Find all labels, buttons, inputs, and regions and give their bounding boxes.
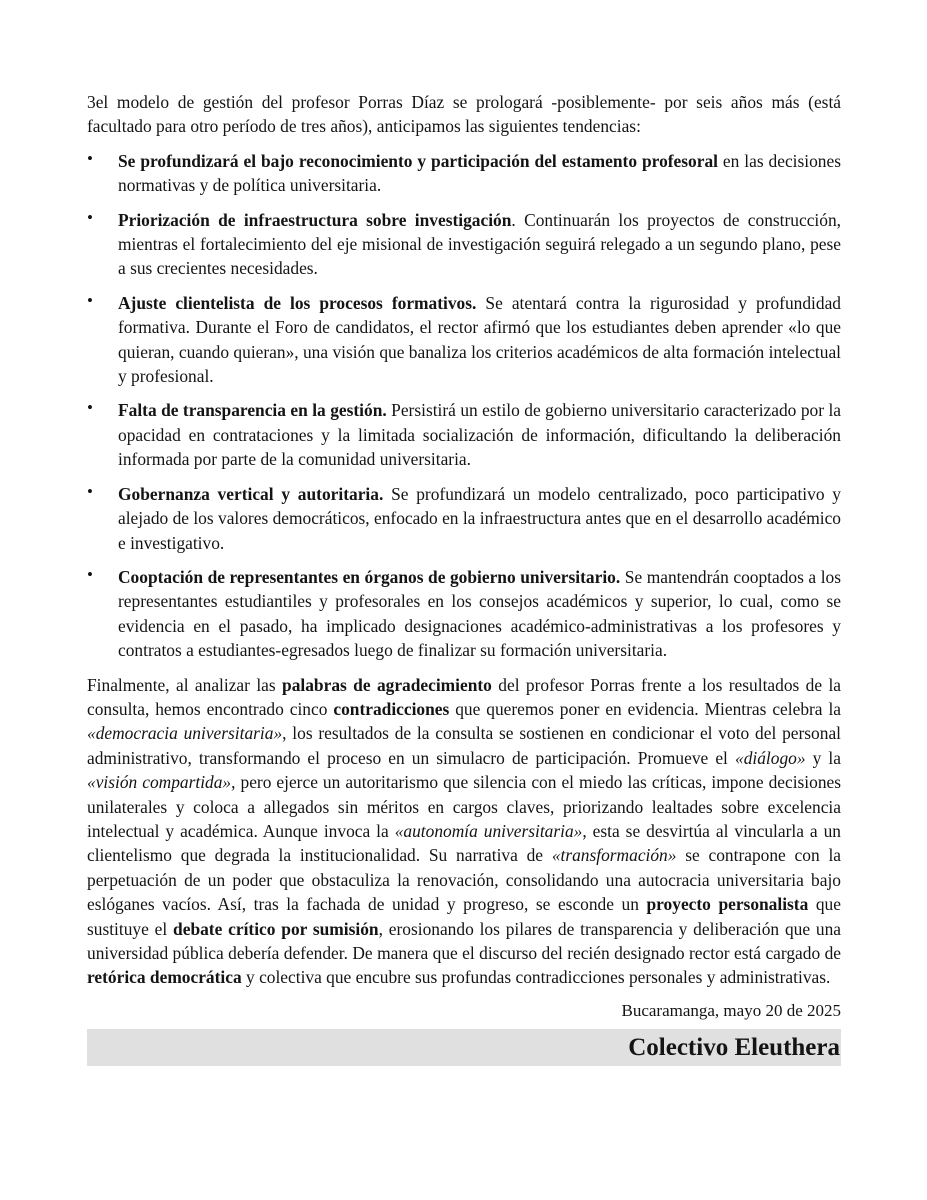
date-line: Bucaramanga, mayo 20 de 2025 [621,1000,841,1020]
closing-text: que sustituye el [87,894,841,939]
bullet-icon: • [87,398,93,418]
list-item-title: Ajuste clientelista de los procesos formativos. [118,292,477,313]
list-item-text: . Continuarán los proyectos de construcción, mientras el fortalecimiento del eje misional de investigación seguirá relegado a un segundo plano, pese a sus crecientes necesidades. [118,209,841,279]
closing-text: y la [805,747,841,768]
list-item-text: Persistirá un estilo de gobierno universitario caracterizado por la opacidad en contrataciones y la limitada socialización de información, dificultando la deliberación informada por parte de la comunidad universitaria. [118,400,841,470]
closing-text: y colectiva que encubre sus profundas contradicciones personales y administrativas. [241,967,831,988]
bullet-icon: • [87,481,93,501]
tendencies-list [87,149,841,663]
bullet-icon: • [87,207,93,227]
bullet-icon: • [87,290,93,310]
closing-quote: «democracia universitaria» [87,723,283,744]
list-item-text: en las decisiones normativas y de política universitaria. [118,150,841,196]
list-item-title: Se profundizará el bajo reconocimiento y participación del estamento profesoral [118,150,718,171]
list-item-text: Se mantendrán cooptados a los representantes estudiantiles y profesorales en los consejos académicos y superior, lo cual, como se evidencia en el pasado, ha implicado designaciones académico-administrativas a los profesores y contratos a estudiantes-egresados luego de finalizar su formación universitaria. [118,566,841,661]
closing-emphasis: proyecto personalista [646,894,809,915]
closing-text: Finalmente, al analizar las [87,674,283,695]
list-item-text: Se profundizará un modelo centralizado, poco participativo y alejado de los valores democráticos, enfocado en la infraestructura antes que en el desarrollo académico e investigativo. [118,483,841,553]
list-item [87,149,841,198]
signature-banner: Colectivo Eleuthera [87,1029,841,1066]
closing-quote: «visión compartida» [87,772,232,793]
list-item [87,208,841,281]
closing-text: del profesor Porras frente a los resultados de la consulta, hemos encontrado cinco [87,674,842,719]
closing-text: que queremos poner en evidencia. Mientras celebra la [449,698,842,719]
closing-emphasis: contradicciones [333,698,450,719]
document-body [87,90,841,1066]
list-item-title: Falta de transparencia en la gestión. [118,400,387,421]
closing-emphasis: debate crítico por sumisión [173,918,379,939]
closing-text: , esta se desvirtúa al vincularla a un clientelismo que degrada la institucionalidad. Su narrativa de [87,820,841,866]
closing-emphasis: palabras de agradecimiento [282,674,492,695]
list-item-title: Gobernanza vertical y autoritaria. [118,483,384,504]
bullet-icon: • [87,148,93,168]
list-item-text: Se atentará contra la rigurosidad y profundidad formativa. Durante el Foro de candidatos, el rector afirmó que los estudiantes deben aprender «lo que quieran, cuando quieran», una visión que banaliza los criterios académicos de alta formación intelectual y profesional. [118,292,841,387]
intro-paragraph: 3el modelo de gestión del profesor Porras Díaz se prologará -posiblemente- por seis años más (está facultado para otro período de tres años), anticipamos las siguientes tendencias: [87,92,841,137]
list-item [87,291,841,389]
list-item-title: Priorización de infraestructura sobre investigación [118,209,512,230]
closing-quote: «autonomía universitaria» [394,820,583,841]
closing-text: , pero ejerce un autoritarismo que silencia con el miedo las críticas, impone decisiones unilaterales y coloca a allegados sin méritos en cargos claves, priorizando lealtades sobre excelencia intelectual y académica. Aunque invoca la [87,772,842,841]
closing-emphasis: retórica democrática [87,967,242,988]
bullet-icon: • [87,564,93,584]
closing-quote: «transformación» [551,845,677,866]
closing-paragraph [87,673,841,990]
closing-text: se contrapone con la perpetuación de un poder que obstaculiza la renovación, consolidando una autocracia universitaria bajo eslóganes vacíos. Así, tras la fachada de unidad y progreso, se esconde un [87,845,841,915]
closing-text: , erosionando los pilares de transparencia y deliberación que una universidad pública debería defender. De manera que el discurso del recién designado rector está cargado de [87,918,841,963]
closing-text: , los resultados de la consulta se sostienen en condicionar el voto del personal administrativo, transformando el proceso en un simulacro de participación. Promueve el [87,723,841,768]
closing-quote: «diálogo» [735,747,806,768]
list-item [87,565,841,663]
list-item-title: Cooptación de representantes en órganos de gobierno universitario. [118,566,621,587]
list-item [87,398,841,471]
list-item [87,482,841,555]
